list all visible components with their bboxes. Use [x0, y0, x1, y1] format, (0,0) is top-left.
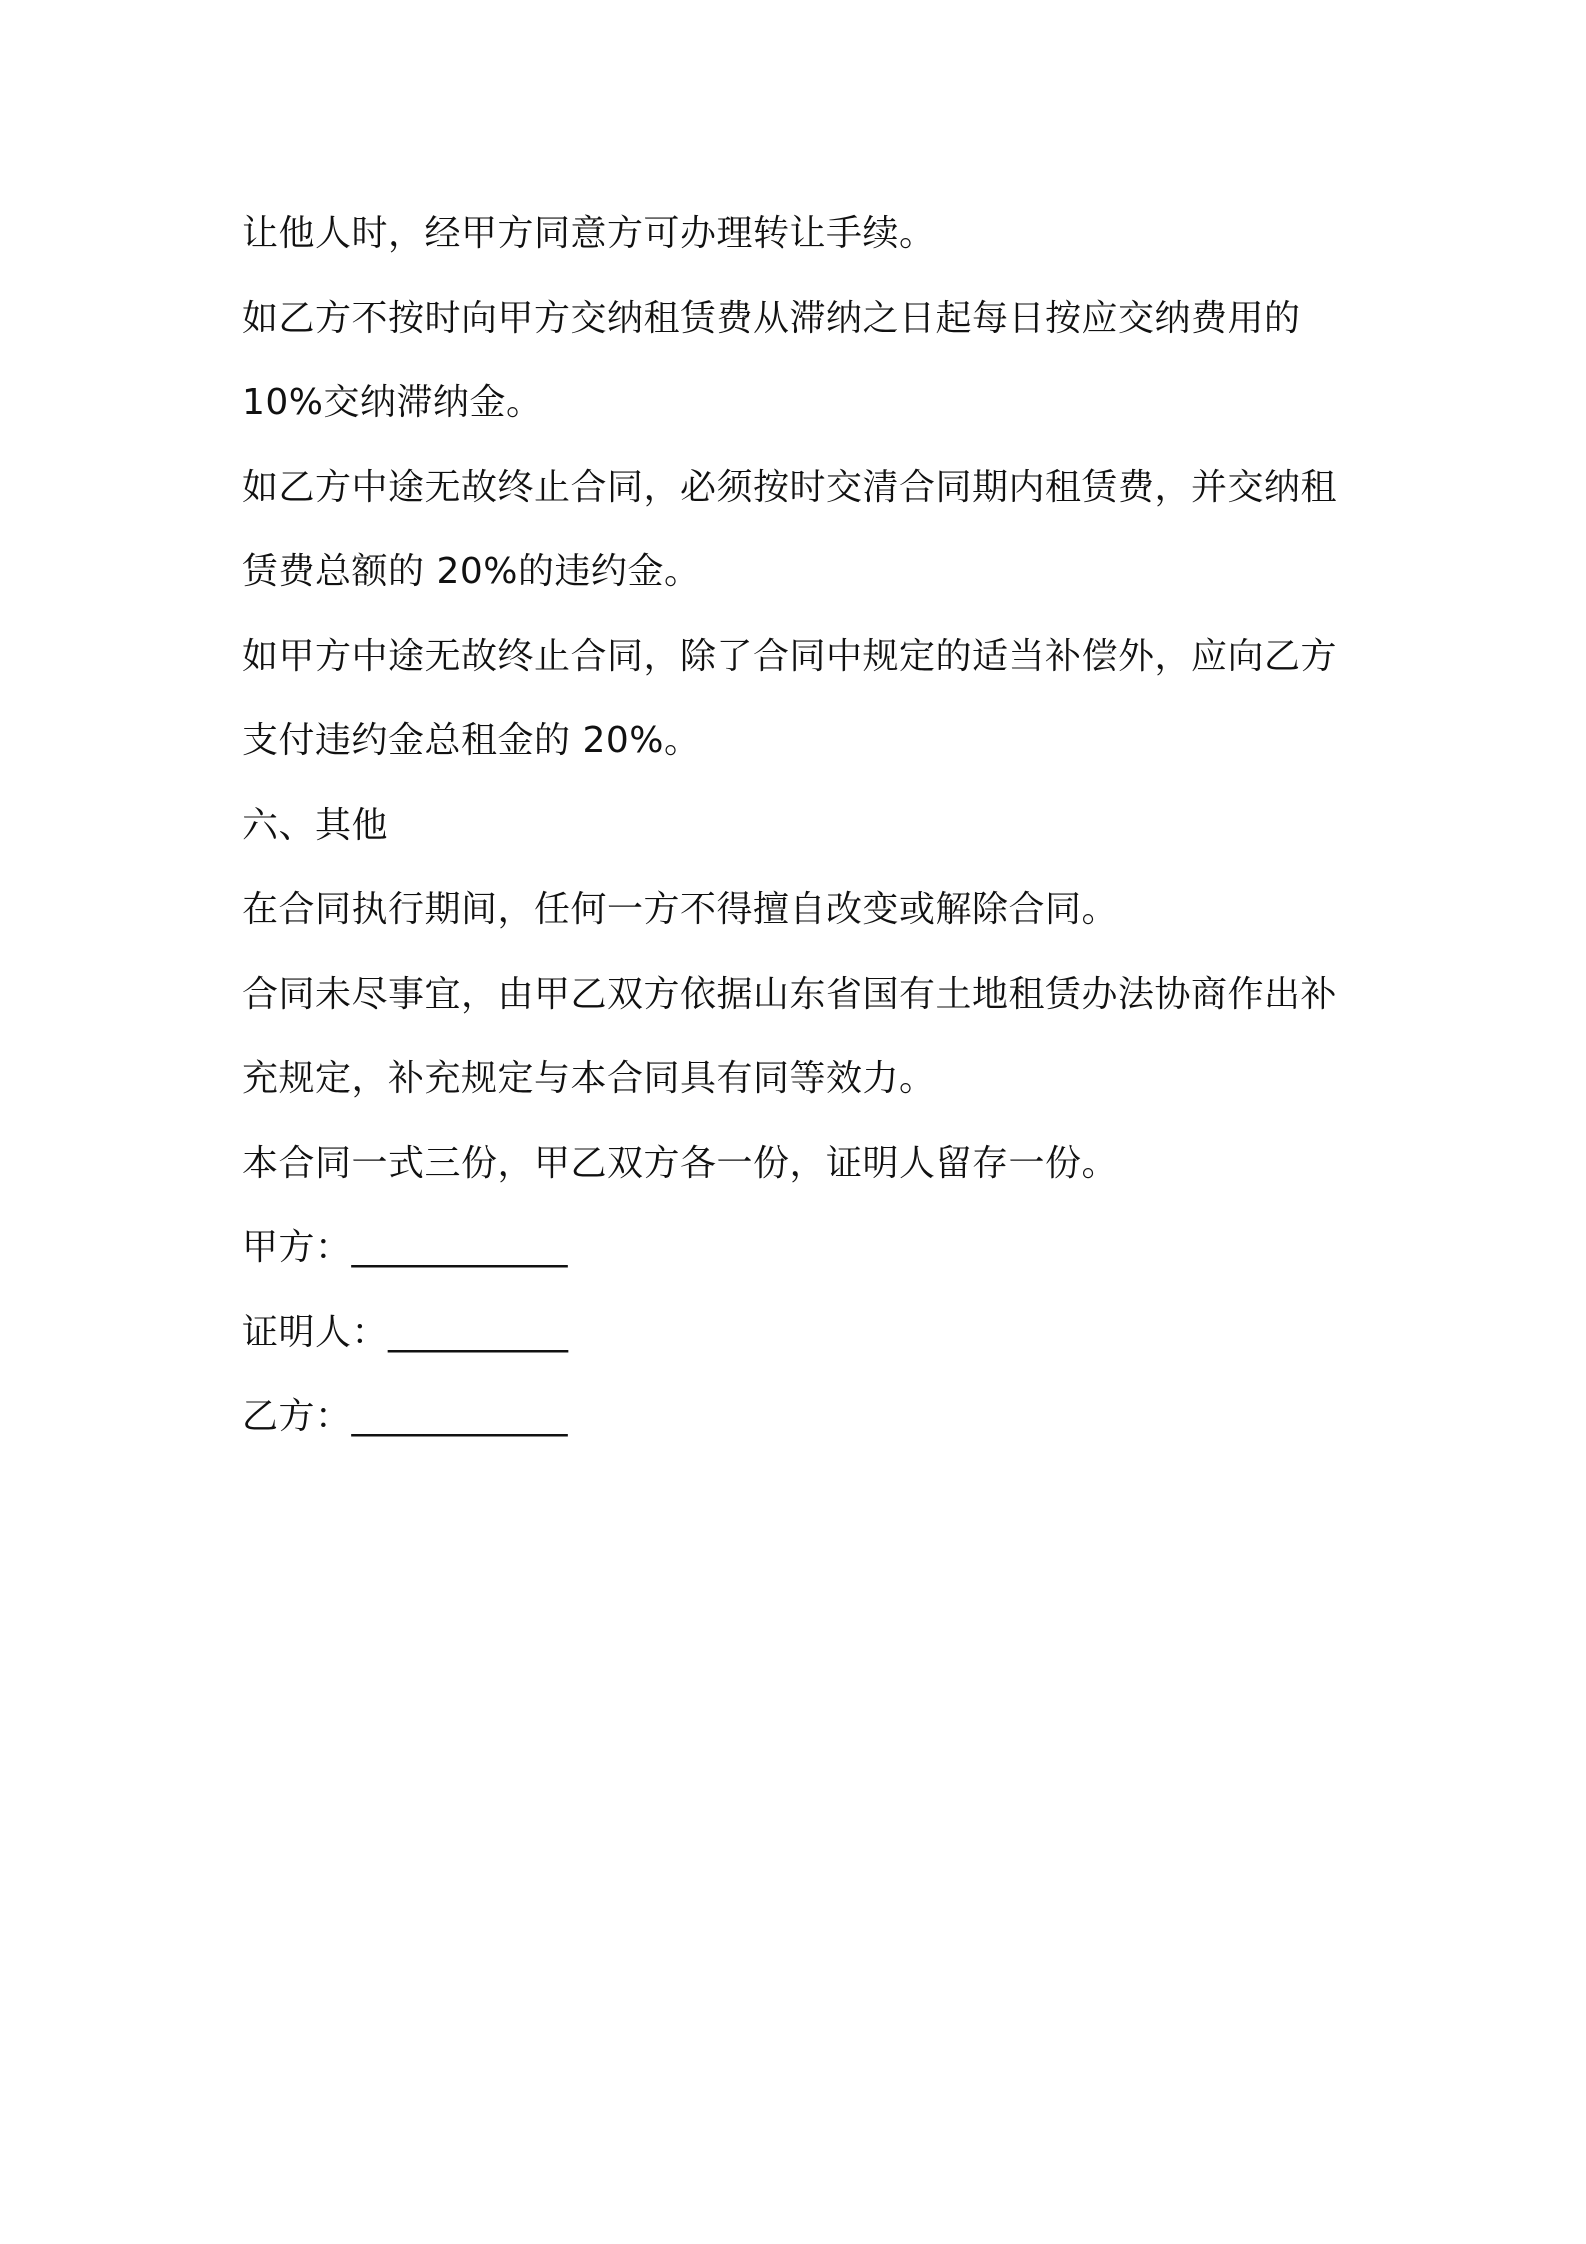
document-body: [242, 192, 1372, 1460]
signature-party-a-blank: ____________: [351, 1227, 568, 1268]
signature-witness-label: 证明人：: [242, 1311, 389, 1353]
paragraph-line-copies: 本合同一式三份，甲乙双方各一份，证明人留存一份。: [242, 1142, 1119, 1184]
signature-witness: [242, 1291, 1372, 1376]
signature-party-a: [242, 1206, 1372, 1291]
paragraph-line-no-change: 在合同执行期间，任何一方不得擅自改变或解除合同。: [242, 889, 1119, 930]
signature-party-b-blank: ____________: [351, 1396, 568, 1437]
paragraph-line-party-a-termination-1: 如甲方中途无故终止合同，除了合同中规定的适当补偿外，应向乙方: [242, 635, 1338, 677]
signature-party-b-label: 乙方：: [242, 1396, 352, 1437]
paragraph-line-transfer: 让他人时，经甲方同意方可办理转让手续。: [242, 213, 936, 254]
paragraph-line-party-a-termination-2: 支付违约金总租金的 20%。: [242, 720, 701, 761]
paragraph-line-supplement-2: 充规定，补充规定与本合同具有同等效力。: [242, 1058, 936, 1099]
paragraph-line-party-b-termination-1: 如乙方中途无故终止合同，必须按时交清合同期内租赁费，并交纳租: [242, 466, 1338, 508]
paragraph-line-supplement-1: 合同未尽事宜，由甲乙双方依据山东省国有土地租赁办法协商作出补: [242, 973, 1338, 1015]
signature-party-a-label: 甲方：: [242, 1227, 352, 1268]
paragraph-line-late-fee-1: 如乙方不按时向甲方交纳租赁费从滞纳之日起每日按应交纳费用的: [242, 297, 1301, 339]
signature-party-b: [242, 1375, 1372, 1460]
paragraph-line-late-fee-2: 10%交纳滞纳金。: [242, 382, 543, 423]
signature-witness-blank: __________: [388, 1311, 569, 1353]
paragraph-line-party-b-termination-2: 赁费总额的 20%的违约金。: [242, 551, 701, 592]
section-heading-other: 六、其他: [242, 804, 389, 846]
